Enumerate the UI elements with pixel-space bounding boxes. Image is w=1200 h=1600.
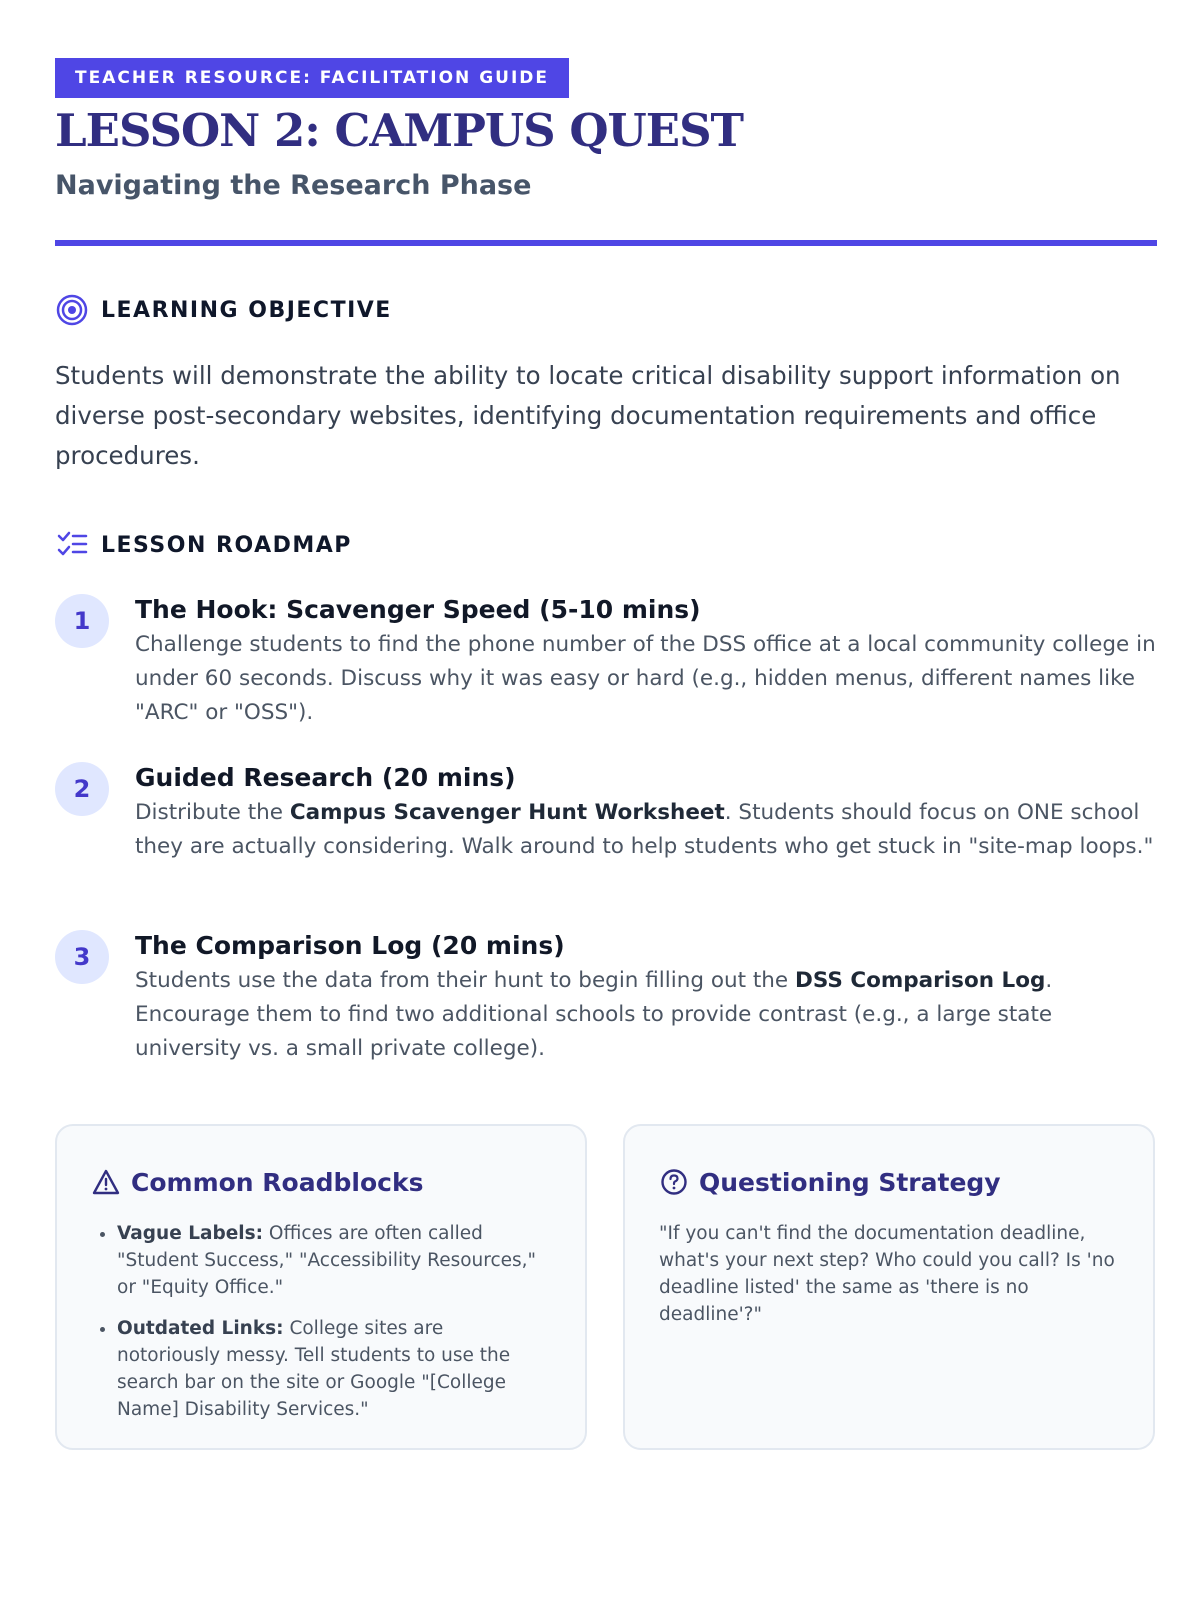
- objective-heading: [55, 293, 392, 327]
- log-name: DSS Comparison Log: [795, 968, 1046, 993]
- target-icon: [55, 293, 89, 327]
- header-divider: [55, 240, 1157, 246]
- step-title: The Comparison Log (20 mins): [135, 931, 565, 960]
- checklist-icon: [55, 528, 89, 562]
- list-item: • Vague Labels: Offices are often called "Student Success," "Accessibility Resources," or "Equity Office.": [117, 1220, 551, 1301]
- list-item: • Outdated Links: College sites are notoriously messy. Tell students to use the search bar on the site or Google "[College Name] Disability Services.": [117, 1315, 551, 1423]
- roadmap-heading-label: LESSON ROADMAP: [101, 532, 352, 558]
- questioning-title: Questioning Strategy: [699, 1167, 1001, 1197]
- roadblocks-title: Common Roadblocks: [131, 1167, 424, 1197]
- step-description: Distribute the Campus Scavenger Hunt Worksheet. Students should focus on ONE school they are actually considering. Walk around to help students who get stuck in "site-map loops.": [135, 800, 1154, 859]
- step-number-badge: 3: [55, 930, 109, 984]
- warning-icon: [91, 1167, 121, 1197]
- questioning-quote: "If you can't find the documentation deadline, what's your next step? Who could you call? Is 'no deadline listed' the same as 'there is no deadline'?": [659, 1223, 1115, 1325]
- roadmap-heading: [55, 528, 352, 562]
- step-title: Guided Research (20 mins): [135, 763, 516, 792]
- page-title: LESSON 2: CAMPUS QUEST: [55, 104, 744, 157]
- roadblocks-card: [55, 1124, 587, 1450]
- step-number-badge: 2: [55, 762, 109, 816]
- step-number-badge: 1: [55, 594, 109, 648]
- objective-heading-label: LEARNING OBJECTIVE: [101, 297, 392, 323]
- page-subtitle: Navigating the Research Phase: [55, 170, 532, 201]
- worksheet-name: Campus Scavenger Hunt Worksheet: [289, 800, 725, 825]
- step-description: Challenge students to find the phone number of the DSS office at a local community college in under 60 seconds. Discuss why it was easy or hard (e.g., hidden menus, different names like "ARC" or "OSS").: [135, 632, 1156, 725]
- step-description: Students use the data from their hunt to begin filling out the DSS Comparison Log. Encourage them to find two additional schools to provide contrast (e.g., a large state university vs. a small private college).: [135, 968, 1053, 1061]
- resource-tag: TEACHER RESOURCE: FACILITATION GUIDE: [55, 58, 569, 98]
- questioning-card: [623, 1124, 1155, 1450]
- question-circle-icon: [659, 1167, 689, 1197]
- step-title: The Hook: Scavenger Speed (5-10 mins): [135, 595, 701, 624]
- roadblocks-list: [91, 1220, 551, 1423]
- objective-text: Students will demonstrate the ability to locate critical disability support information on diverse post-secondary websites, identifying documentation requirements and office procedures.: [55, 361, 1121, 470]
